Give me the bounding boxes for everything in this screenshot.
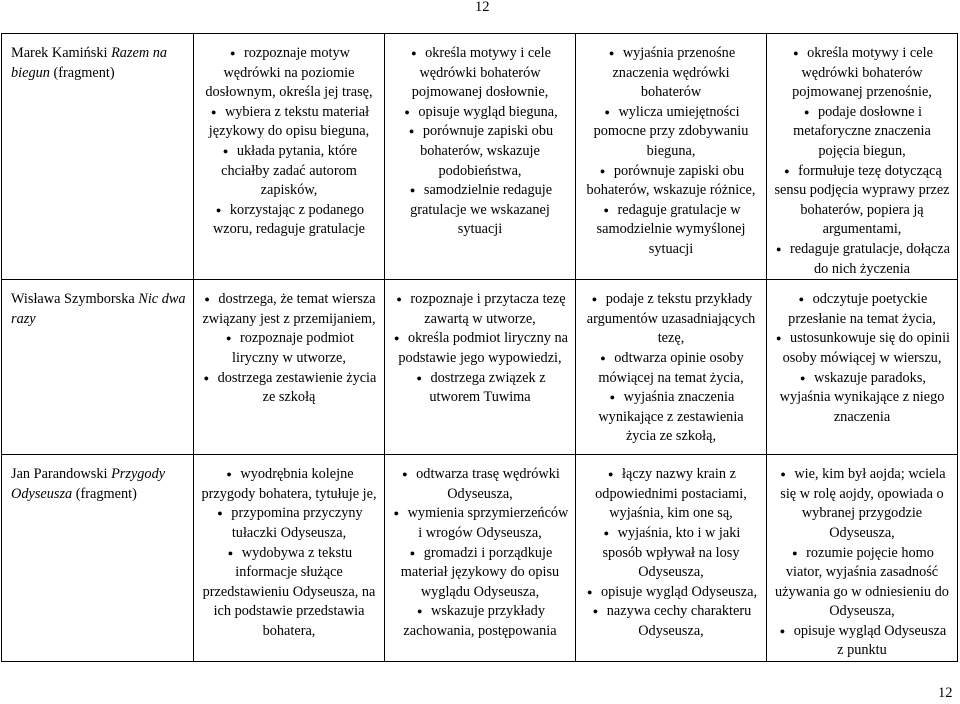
bullet-icon: ● — [227, 547, 234, 558]
bullet-icon: ● — [409, 547, 416, 558]
requirements-list — [200, 44, 378, 240]
list-item — [773, 162, 951, 240]
bullet-icon: ● — [800, 372, 806, 383]
bullet-icon: ● — [210, 106, 217, 117]
bullet-icon: ● — [591, 294, 598, 305]
list-item — [200, 103, 378, 142]
requirements-cell — [576, 34, 767, 280]
list-item — [582, 602, 760, 641]
list-item-text: redaguje gratulacje, dołącza do nich życzenia — [790, 240, 950, 277]
work-title: Przygody Odyseusza — [11, 466, 166, 502]
requirements-cell — [767, 280, 958, 455]
list-item-text: wie, kim był aojda; wciela się w rolę aojdy, opowiada o wybranej przygodzie Odyseusza, — [780, 466, 946, 541]
bullet-icon: ● — [411, 48, 417, 58]
bullet-icon: ● — [792, 547, 798, 558]
bullet-icon: ● — [798, 294, 805, 305]
list-item-text: porównuje zapiski obu bohaterów, wskazuje podobieństwa, — [420, 123, 554, 179]
list-item — [773, 240, 951, 279]
bullet-icon: ● — [402, 469, 408, 480]
list-item-text: wskazuje paradoks, wyjaśnia wynikające z niego znaczenia — [779, 369, 945, 425]
list-item-text: wyodrębnia kolejne przygody bohatera, tytułuje je, — [201, 466, 377, 502]
work-title-cell — [2, 34, 194, 280]
author-name: Wisława Szymborska — [11, 291, 135, 308]
bullet-icon: ● — [592, 606, 599, 617]
bullet-icon: ● — [203, 372, 210, 383]
list-item — [391, 329, 569, 368]
list-item-text: przypomina przyczyny tułaczki Odyseusza, — [231, 505, 363, 541]
requirements-list — [200, 465, 378, 641]
list-item — [582, 388, 760, 447]
list-item — [582, 201, 760, 260]
bullet-icon: ● — [409, 185, 416, 196]
list-item — [773, 329, 951, 368]
bullet-icon: ● — [599, 165, 606, 176]
bullet-icon: ● — [609, 392, 616, 403]
list-item — [391, 44, 569, 103]
list-item-text: podaje dosłowne i metaforyczne znaczenia pojęcia biegun, — [793, 103, 931, 159]
list-item-text: łączy nazwy krain z odpowiednimi postaciami, wyjaśnia, kim one są, — [595, 466, 747, 522]
list-item-text: wyjaśnia przenośne znaczenia wędrówki bohaterów — [612, 45, 736, 101]
requirements-cell — [194, 455, 385, 662]
list-item — [200, 290, 378, 329]
list-item-text: wyjaśnia, kto i w jaki sposób wpływał na losy Odyseusza, — [602, 524, 741, 581]
author-name: Jan Parandowski — [11, 466, 108, 483]
list-item-text: rozpoznaje i przytacza tezę zawartą w utworze, — [410, 291, 566, 327]
list-item-text: odtwarza opinie osoby mówiącej na temat życia, — [598, 349, 744, 386]
bullet-icon: ● — [393, 508, 400, 519]
bullet-icon: ● — [600, 352, 606, 363]
table-row — [2, 455, 958, 662]
work-title: Nic dwa razy — [11, 291, 186, 327]
bullet-icon: ● — [222, 145, 229, 156]
list-item-text: odtwarza trasę wędrówki Odyseusza, — [416, 466, 560, 502]
bullet-icon: ● — [230, 48, 236, 58]
requirements-cell — [385, 280, 576, 455]
requirements-list — [391, 290, 569, 408]
requirements-cell — [194, 280, 385, 455]
list-item — [200, 201, 378, 240]
list-item — [391, 602, 569, 641]
bullet-icon: ● — [803, 106, 810, 117]
bullet-icon: ● — [408, 126, 415, 137]
list-item-text: rozpoznaje motyw wędrówki na poziomie dosłownym, określa jej trasę, — [205, 45, 373, 101]
list-item — [773, 290, 951, 329]
requirements-cell — [576, 280, 767, 455]
requirements-list — [200, 290, 378, 408]
list-item-text: nazywa cechy charakteru Odyseusza, — [606, 603, 752, 639]
bullet-icon: ● — [393, 333, 400, 344]
list-item-text: wydobywa z tekstu informacje służące przedstawieniu Odyseusza, na ich podstawie przedstawia bohatera, — [202, 544, 376, 639]
table-row — [2, 280, 958, 455]
table-row — [2, 34, 958, 280]
bullet-icon: ● — [586, 586, 593, 597]
list-item-text: podaje z tekstu przykłady argumentów uzasadniających tezę, — [586, 291, 756, 347]
bullet-icon: ● — [780, 469, 786, 480]
list-item-text: określa motywy i cele wędrówki bohaterów pojmowanej przenośnie, — [792, 45, 933, 101]
bullet-icon: ● — [215, 204, 222, 215]
list-item — [582, 524, 760, 583]
bullet-icon: ● — [396, 294, 402, 305]
bullet-icon: ● — [604, 106, 610, 117]
list-item — [773, 44, 951, 103]
list-item-text: dostrzega, że temat wiersza związany jest z przemijaniem, — [202, 291, 376, 327]
bullet-icon: ● — [217, 508, 223, 519]
list-item — [200, 369, 378, 408]
bullet-icon: ● — [226, 333, 232, 344]
bullet-icon: ● — [776, 243, 782, 254]
list-item-text: samodzielnie redaguje gratulacje we wskazanej sytuacji — [410, 182, 553, 238]
list-item — [582, 465, 760, 524]
bullet-icon: ● — [784, 165, 790, 176]
requirements-list — [773, 44, 951, 279]
bullet-icon: ● — [608, 48, 615, 58]
list-item-text: określa motywy i cele wędrówki bohaterów pojmowanej dosłownie, — [411, 45, 551, 101]
list-item-text: wymienia sprzymierzeńców i wrogów Odyseusza, — [407, 505, 569, 541]
list-item — [391, 290, 569, 329]
list-item-text: opisuje wygląd Odyseusza z punktu — [793, 622, 947, 659]
bullet-icon: ● — [404, 106, 410, 117]
bullet-icon: ● — [226, 469, 232, 480]
bullet-icon: ● — [603, 527, 610, 538]
list-item-text: rozpoznaje podmiot liryczny w utworze, — [232, 330, 354, 366]
list-item — [391, 103, 569, 123]
list-item — [391, 122, 569, 181]
requirements-cell — [385, 455, 576, 662]
list-item — [582, 290, 760, 349]
list-item-text: formułuje tezę dotyczącą sensu podjęcia wyprawy przez bohaterów, popiera ją argumentami, — [774, 162, 950, 238]
list-item — [391, 544, 569, 603]
list-item — [391, 369, 569, 408]
work-title-cell — [2, 280, 194, 455]
list-item-text: opisuje wygląd Odyseusza, — [600, 583, 758, 600]
bullet-icon: ● — [204, 294, 210, 305]
requirements-cell — [767, 455, 958, 662]
page-number-top: 12 — [475, 0, 490, 15]
requirements-list — [391, 44, 569, 240]
list-item — [582, 583, 760, 603]
list-item-text: redaguje gratulacje w samodzielnie wymyślonej sytuacji — [596, 201, 746, 257]
list-item-text: dostrzega związek z utworem Tuwima — [429, 369, 546, 406]
list-item — [582, 162, 760, 201]
list-item — [582, 349, 760, 388]
work-title-suffix: (fragment) — [53, 64, 115, 81]
list-item — [200, 329, 378, 368]
list-item-text: określa podmiot liryczny na podstawie jego wypowiedzi, — [398, 330, 568, 366]
requirements-cell — [767, 34, 958, 280]
bullet-icon: ● — [417, 606, 423, 617]
list-item-text: odczytuje poetyckie przesłanie na temat życia, — [788, 291, 936, 327]
bullet-icon: ● — [779, 625, 786, 636]
requirements-list — [773, 290, 951, 427]
list-item — [773, 622, 951, 661]
list-item — [391, 181, 569, 240]
list-item — [582, 44, 760, 103]
list-item — [582, 103, 760, 162]
requirements-table — [1, 33, 958, 662]
list-item — [773, 369, 951, 428]
bullet-icon: ● — [416, 372, 422, 383]
list-item-text: wskazuje przykłady zachowania, postępowania — [403, 603, 557, 639]
bullet-icon: ● — [775, 333, 782, 344]
page-number-bottom: 12 — [938, 685, 953, 701]
list-item — [200, 465, 378, 504]
list-item-text: porównuje zapiski obu bohaterów, wskazuje różnice, — [586, 162, 756, 199]
requirements-list — [582, 44, 760, 260]
work-title-cell — [2, 455, 194, 662]
list-item-text: układa pytania, które chciałby zadać autorom zapisków, — [221, 142, 358, 199]
author-name: Marek Kamiński — [11, 45, 108, 61]
list-item-text: opisuje wygląd bieguna, — [418, 103, 558, 120]
list-item-text: wyjaśnia znaczenia wynikające z zestawienia życia ze szkołą, — [598, 389, 744, 445]
requirements-list — [773, 465, 951, 661]
list-item — [200, 142, 378, 201]
bullet-icon: ● — [608, 469, 614, 480]
list-item-text: gromadzi i porządkuje materiał językowy do opisu wyglądu Odyseusza, — [400, 544, 560, 600]
list-item-text: ustosunkowuje się do opinii osoby mówiącej w wierszu, — [782, 330, 951, 366]
list-item — [773, 465, 951, 543]
list-item — [200, 44, 378, 103]
list-item-text: wybiera z tekstu materiał językowy do opisu bieguna, — [208, 103, 370, 140]
list-item-text: wylicza umiejętności pomocne przy zdobywaniu bieguna, — [593, 103, 749, 159]
list-item — [200, 504, 378, 543]
work-title-suffix: (fragment) — [75, 485, 137, 502]
bullet-icon: ● — [603, 204, 609, 215]
list-item — [773, 103, 951, 162]
requirements-cell — [576, 455, 767, 662]
list-item-text: dostrzega zestawienie życia ze szkołą — [217, 369, 377, 406]
requirements-list — [582, 465, 760, 641]
requirements-cell — [194, 34, 385, 280]
list-item-text: rozumie pojęcie homo viator, wyjaśnia zasadność używania go w odniesieniu do Odyseusza, — [775, 544, 949, 620]
list-item — [391, 504, 569, 543]
work-title: Razem na biegun — [11, 45, 168, 81]
list-item — [200, 544, 378, 642]
list-item — [391, 465, 569, 504]
bullet-icon: ● — [793, 48, 799, 58]
requirements-list — [391, 465, 569, 641]
list-item-text: korzystając z podanego wzoru, redaguje gratulacje — [212, 201, 366, 238]
requirements-list — [582, 290, 760, 447]
list-item — [773, 544, 951, 622]
requirements-cell — [385, 34, 576, 280]
